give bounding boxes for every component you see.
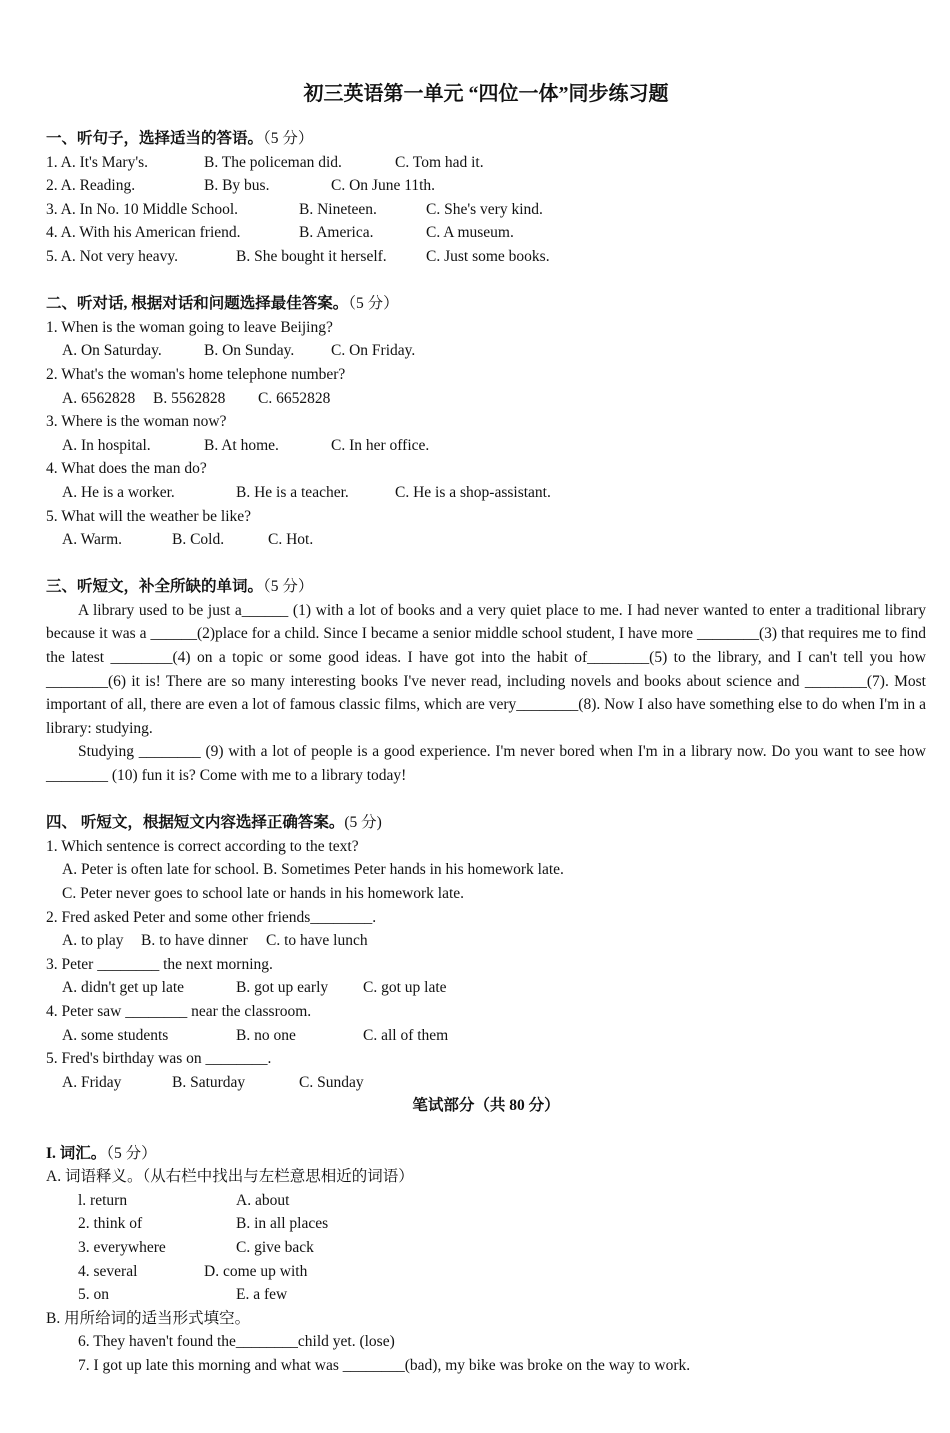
option-a: A. didn't get up late — [62, 979, 185, 997]
right-term: D. come up with — [204, 1262, 308, 1280]
option-b: B. Saturday — [172, 1073, 246, 1091]
s4-options-3 — [46, 976, 926, 1000]
vocab-heading — [46, 1142, 926, 1166]
right-term: A. about — [236, 1191, 290, 1209]
option-c: C. On June 11th. — [331, 177, 436, 195]
option-c: C. 6652828 — [258, 389, 331, 407]
cloze-paragraph-2: Studying ________ (9) with a lot of people is a good experience. I'm never bored when I'm in a library now. Do you want to see how ________ (10) fun it is? Come with me to a library today! — [46, 743, 926, 785]
vocab-heading-text: I. 词汇。 — [46, 1144, 107, 1162]
right-term: E. a few — [236, 1286, 288, 1304]
option-a: A. In hospital. — [62, 436, 151, 454]
section-4-heading — [46, 811, 926, 835]
option-c: C. all of them — [363, 1026, 449, 1044]
option-c: C. In her office. — [331, 436, 430, 454]
s2-options-4 — [46, 481, 926, 505]
s1-item-4 — [46, 221, 926, 245]
s4-options-4 — [46, 1024, 926, 1048]
s4-question-5: 5. Fred's birthday was on ________. — [46, 1050, 272, 1068]
section-3-points: （5 分） — [263, 578, 314, 596]
s4-question-2: 2. Fred asked Peter and some other friends________. — [46, 908, 377, 926]
vocab-pair-3 — [46, 1236, 926, 1260]
s4-question-4: 4. Peter saw ________ near the classroom. — [46, 1002, 312, 1020]
option-b: B. 5562828 — [153, 389, 226, 407]
vocab-item-6: 6. They haven't found the________child yet. (lose) — [78, 1333, 395, 1351]
left-term: 2. think of — [78, 1215, 143, 1233]
section-3-heading-text: 三、听短文，补全所缺的单词。 — [46, 578, 264, 596]
worksheet-page — [46, 78, 926, 1377]
option-b: B. Cold. — [172, 531, 225, 549]
section-1-points: （5 分） — [263, 130, 314, 147]
cloze-paragraph-1: A library used to be just a______ (1) with a lot of books and a very quiet place to me. I had never wanted to enter a traditional library because it was a ______(2)place for a child. Since I became a senior middle school student, I have more ________(3) that requires me to find the latest ________(4) on a topic or some good ideas. I have got into the habit of________(5) to the library, and I can't tell you how ________(6) it is! There are so many interesting books I've never read, including novels and books about science and ________(7). Most important of all, there are even a lot of famous classic films, which are very________(8). Now I also have something else to do when I'm in a library: studying. — [46, 601, 926, 737]
option-c: C. Hot. — [268, 531, 314, 549]
section-3-heading — [46, 575, 926, 599]
option-b: B. got up early — [236, 979, 329, 997]
vocab-part-a-title: A. 词语释义。（从右栏中找出与左栏意思相近的词语） — [46, 1168, 414, 1186]
left-term: 5. on — [78, 1286, 109, 1304]
s4-options-5 — [46, 1071, 926, 1095]
s4-question-3: 3. Peter ________ the next morning. — [46, 955, 273, 973]
option-c: C. Just some books. — [426, 247, 550, 265]
vocab-points: （5 分） — [106, 1144, 157, 1162]
option-c: C. A museum. — [426, 224, 514, 242]
option-c: C. He is a shop-assistant. — [395, 483, 551, 501]
option-c: C. got up late — [363, 979, 447, 997]
vocab-pair-2 — [46, 1212, 926, 1236]
s2-question-2: 2. What's the woman's home telephone number? — [46, 365, 346, 383]
option-b: B. On Sunday. — [204, 342, 295, 360]
written-part-heading: 笔试部分（共 80 分） — [412, 1097, 560, 1115]
left-term: 3. everywhere — [78, 1238, 166, 1256]
s1-item-2 — [46, 174, 926, 198]
section-2-heading-text: 二、听对话, 根据对话和问题选择最佳答案。 — [46, 295, 349, 313]
section-2-points: （5 分） — [348, 295, 399, 313]
s4-options-2 — [46, 929, 926, 953]
option-a: 3. A. In No. 10 Middle School. — [46, 200, 239, 218]
s1-item-3 — [46, 198, 926, 222]
s2-question-1: 1. When is the woman going to leave Beijing? — [46, 318, 333, 336]
option-a: A. some students — [62, 1026, 169, 1044]
s2-options-2 — [46, 387, 926, 411]
option-b: B. no one — [236, 1026, 296, 1044]
option-a: 1. A. It's Mary's. — [46, 153, 149, 171]
left-term: l. return — [78, 1191, 128, 1209]
vocab-pair-1 — [46, 1189, 926, 1213]
section-1-heading — [46, 127, 926, 151]
s2-options-3 — [46, 434, 926, 458]
option-a: A. On Saturday. — [62, 342, 162, 360]
s2-question-5: 5. What will the weather be like? — [46, 507, 252, 525]
left-term: 4. several — [78, 1262, 138, 1280]
s2-options-1 — [46, 339, 926, 363]
vocab-item-7: 7. I got up late this morning and what was ________(bad), my bike was broke on the way to work. — [78, 1356, 691, 1374]
s2-question-4: 4. What does the man do? — [46, 460, 207, 478]
option-b: B. to have dinner — [141, 932, 248, 950]
option-b: B. Nineteen. — [299, 200, 377, 218]
s4-options-1c: C. Peter never goes to school late or hands in his homework late. — [62, 885, 465, 902]
s2-question-3: 3. Where is the woman now? — [46, 413, 227, 431]
option-b: B. At home. — [204, 436, 279, 454]
option-a: 5. A. Not very heavy. — [46, 247, 179, 265]
option-b: B. The policeman did. — [204, 153, 342, 171]
right-term: C. give back — [236, 1238, 314, 1256]
s1-item-1 — [46, 151, 926, 175]
option-b: B. She bought it herself. — [236, 247, 387, 265]
s4-options-1ab: A. Peter is often late for school. B. Sometimes Peter hands in his homework late. — [62, 861, 564, 879]
vocab-pair-5 — [46, 1283, 926, 1307]
section-4-points: (5 分) — [344, 814, 382, 832]
vocab-pair-4 — [46, 1260, 926, 1284]
section-1-heading-text: 一、听句子，选择适当的答语。 — [46, 130, 264, 147]
right-term: B. in all places — [236, 1215, 329, 1233]
section-4-heading-text: 四、 听短文，根据短文内容选择正确答案。 — [46, 814, 345, 832]
option-a: A. to play — [62, 932, 124, 950]
option-c: C. Sunday — [299, 1073, 364, 1091]
option-b: B. He is a teacher. — [236, 483, 349, 501]
option-c: C. to have lunch — [266, 932, 368, 950]
option-c: C. On Friday. — [331, 342, 416, 360]
option-b: B. By bus. — [204, 177, 270, 195]
option-b: B. America. — [299, 224, 374, 242]
section-2-heading — [46, 292, 926, 316]
option-a: A. 6562828 — [62, 389, 136, 407]
option-c: C. Tom had it. — [395, 153, 484, 171]
page-title: 初三英语第一单元 “四位一体”同步练习题 — [303, 83, 669, 105]
option-a: A. He is a worker. — [62, 483, 175, 501]
option-a: 4. A. With his American friend. — [46, 224, 241, 242]
s2-options-5 — [46, 528, 926, 552]
s1-item-5 — [46, 245, 926, 269]
option-a: A. Warm. — [62, 531, 123, 549]
option-a: 2. A. Reading. — [46, 177, 136, 195]
vocab-part-b-title: B. 用所给词的适当形式填空。 — [46, 1309, 251, 1327]
option-a: A. Friday — [62, 1073, 122, 1091]
option-c: C. She's very kind. — [426, 200, 543, 218]
s4-question-1: 1. Which sentence is correct according to the text? — [46, 837, 359, 855]
